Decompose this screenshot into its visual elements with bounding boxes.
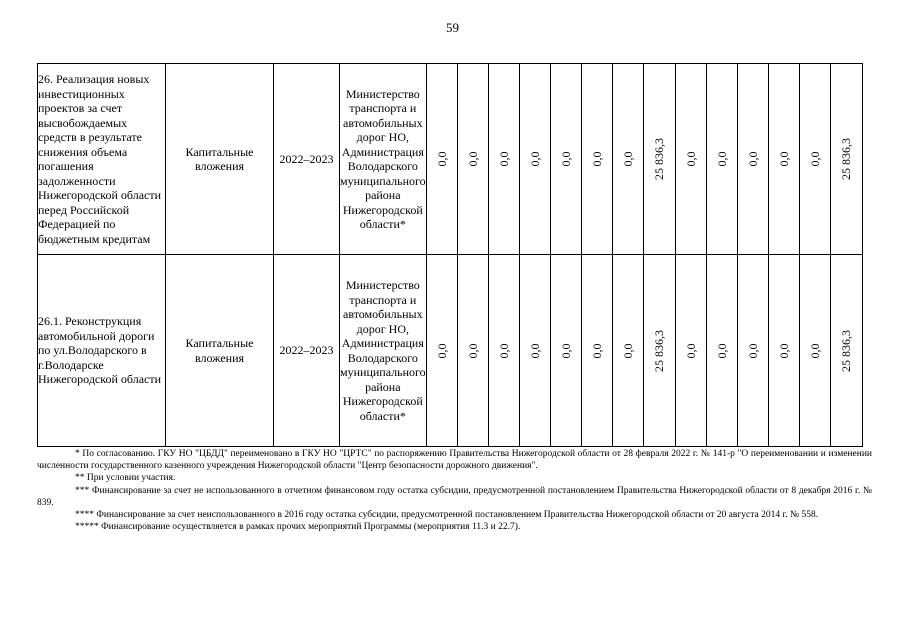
table-row [38, 255, 863, 447]
value-cell: 25 836,3 [830, 64, 862, 255]
value-cell: 0,0 [550, 64, 581, 255]
value-cell: 25 836,3 [830, 255, 862, 447]
value-cell: 0,0 [799, 255, 830, 447]
value-cell: 0,0 [737, 64, 768, 255]
value-cell: 0,0 [612, 64, 643, 255]
value-cell: 0,0 [426, 255, 457, 447]
value-cell: 0,0 [519, 64, 550, 255]
value-cell: 0,0 [488, 64, 519, 255]
expense-type: Капитальные вложения [166, 255, 274, 447]
value-cell: 0,0 [706, 255, 737, 447]
value-cell: 25 836,3 [643, 255, 675, 447]
footnote: ***** Финансирование осуществляется в рамках прочих мероприятий Программы (мероприятия 11.3 и 22.7). [75, 522, 521, 533]
value-cell: 0,0 [768, 255, 799, 447]
value-cell: 0,0 [612, 255, 643, 447]
measure-name: 26. Реализация новых инвестиционных проектов за счет высвобождаемых средств в результате снижения объема погашения задолженности Нижегородской области перед Российской Федерацией по бюджетным кредитам [38, 64, 166, 255]
value-cell: 25 836,3 [643, 64, 675, 255]
value-cell: 0,0 [768, 64, 799, 255]
value-cell: 0,0 [675, 64, 706, 255]
value-cell: 0,0 [706, 64, 737, 255]
value-cell: 0,0 [581, 64, 612, 255]
footnote: *** Финансирование за счет не использованного в отчетном финансовом году остатка субсидии, предусмотренной постановлением Правительства Нижегородской области от 8 декабря 2016 г. № 839. [37, 485, 872, 508]
value-cell: 0,0 [457, 64, 488, 255]
value-cell: 0,0 [799, 64, 830, 255]
value-cell: 0,0 [581, 255, 612, 447]
footnote: * По согласованию. ГКУ НО "ЦБДД" переименовано в ГКУ НО "ЦРТС" по распоряжению Правительства Нижегородской области от 28 февраля 2022 г. № 141-р "О переименовании и изменении численности государственного казенного учреждения Нижегородской области "Центр безопасности дорожного движения". [37, 449, 872, 472]
footnote: **** Финансирование за счет неиспользованного в 2016 году остатка субсидии, предусмотренной постановлением Правительства Нижегородской области от 20 августа 2014 г. № 558. [75, 510, 819, 521]
measure-name: 26.1. Реконструкция автомобильной дороги по ул.Володарского в г.Володарске Нижегородской области [38, 255, 166, 447]
footnotes [37, 448, 872, 533]
executor: Министерство транспорта и автомобильных дорог НО, Администрация Володарского муниципального района Нижегородской области* [340, 255, 427, 447]
value-cell: 0,0 [675, 255, 706, 447]
value-cell: 0,0 [426, 64, 457, 255]
value-cell: 0,0 [550, 255, 581, 447]
table-row [38, 64, 863, 255]
value-cell: 0,0 [488, 255, 519, 447]
program-table [37, 63, 863, 447]
value-cell: 0,0 [519, 255, 550, 447]
executor: Министерство транспорта и автомобильных дорог НО, Администрация Володарского муниципального района Нижегородской области* [340, 64, 427, 255]
value-cell: 0,0 [737, 255, 768, 447]
period: 2022–2023 [274, 255, 340, 447]
value-cell: 0,0 [457, 255, 488, 447]
expense-type: Капитальные вложения [166, 64, 274, 255]
page-number: 59 [446, 20, 459, 35]
period: 2022–2023 [274, 64, 340, 255]
footnote: ** При условии участия. [75, 473, 176, 484]
